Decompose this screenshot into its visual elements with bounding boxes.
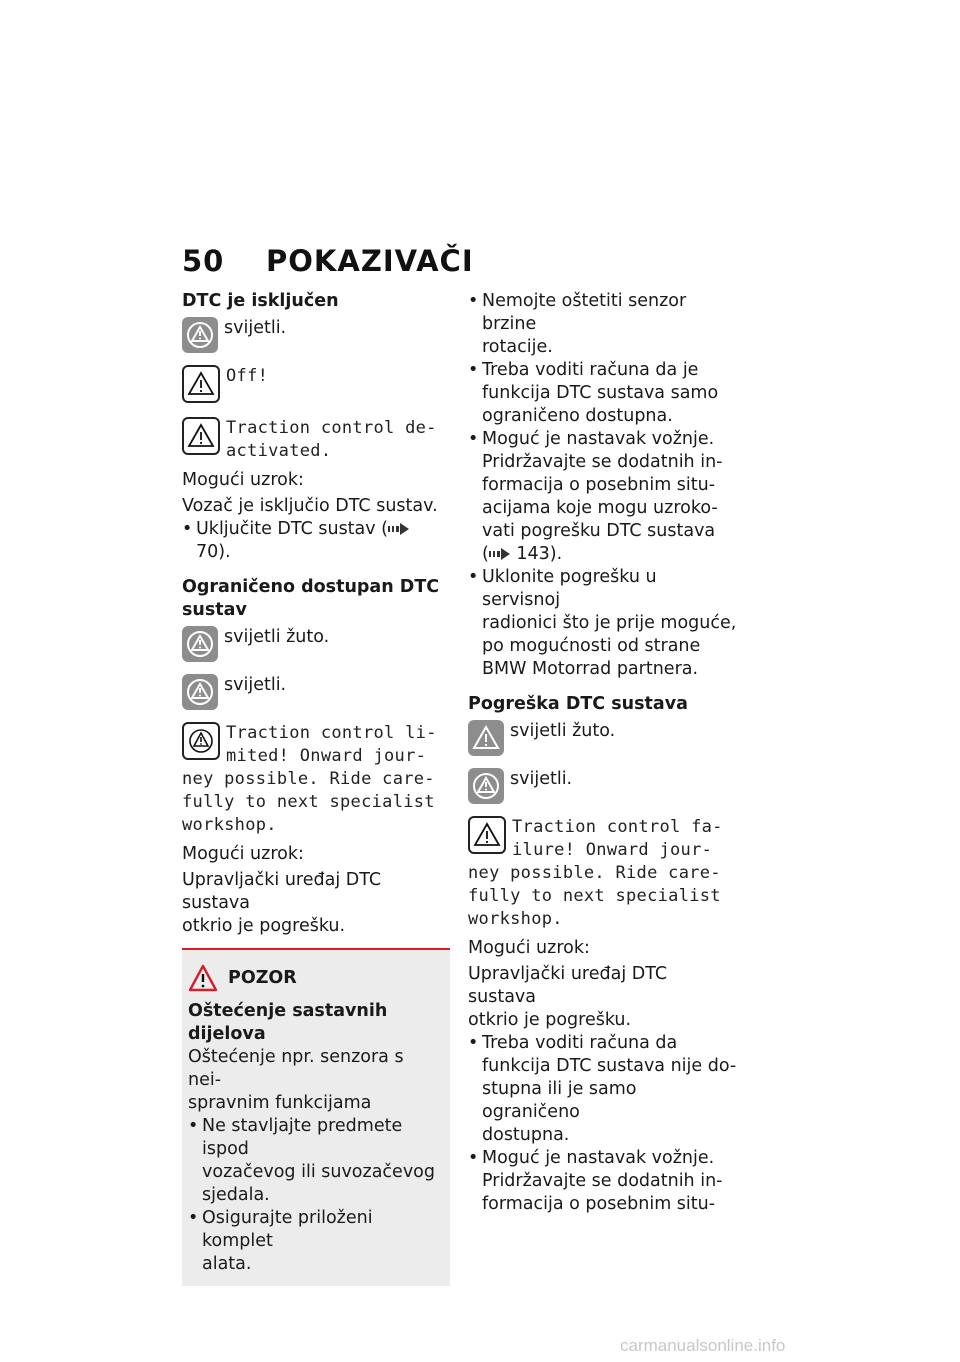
indicator-status-text: svijetli. — [224, 675, 287, 695]
section-heading-dtc-limited: Ograničeno dostupan DTC — [182, 577, 440, 597]
caution-label: POZOR — [228, 967, 297, 988]
dtc-warning-icon — [182, 626, 218, 662]
list-item: • Moguć je nastavak vožnje. Pridržavajte se dodatnih in- formacija o posebnim situ- — [468, 1147, 738, 1216]
cause-text: Upravljački uređaj DTC sustava — [468, 964, 668, 1007]
section-heading-dtc-off: DTC je isključen — [182, 291, 339, 311]
cause-text: Vozač je isključio DTC sustav. — [182, 496, 438, 516]
general-warning-icon — [182, 365, 220, 403]
caution-box: POZOR Oštećenje sastavnih dijelova Oštećenje npr. senzora s nei- spravnim funkcijama • Ne stavljajte predmete ispod vozačevog ili suvozačevog sjedala. • Osigurajte priloženi komplet alata. — [182, 948, 450, 1286]
indicator-row — [468, 720, 738, 756]
action-list — [468, 1032, 738, 1216]
list-item: • Osigurajte priloženi komplet alata. — [188, 1207, 442, 1276]
page-reference[interactable]: 70). — [196, 542, 231, 562]
watermark: carmanualsonline.info — [620, 1336, 786, 1355]
section-heading-dtc-limited-cont: sustav — [182, 600, 247, 620]
cause-label: Mogući uzrok: — [182, 470, 304, 490]
display-message: Traction control li- — [226, 723, 437, 743]
page-title: POKAZIVAČI — [266, 244, 474, 278]
cause-label: Mogući uzrok: — [182, 844, 304, 864]
action-list — [468, 290, 738, 681]
page-reference-icon — [489, 547, 511, 561]
page-header — [182, 244, 474, 278]
display-message: Traction control fa- — [512, 817, 723, 837]
section-heading-dtc-fault: Pogreška DTC sustava — [468, 694, 688, 714]
indicator-status-text: svijetli žuto. — [510, 721, 616, 741]
indicator-row — [182, 674, 450, 710]
general-warning-icon — [468, 816, 506, 854]
caution-triangle-icon — [188, 964, 218, 992]
list-item: • Moguć je nastavak vožnje. Pridržavajte se dodatnih in- formacija o posebnim situ- acijama koje mogu uzroko- vati pogrešku DTC sustava ( 143). — [468, 428, 738, 566]
list-item: • Nemojte oštetiti senzor brzine rotacije. — [468, 290, 738, 359]
dtc-warning-icon — [468, 768, 504, 804]
dtc-display-icon — [182, 722, 220, 760]
list-item: • Treba voditi računa da je funkcija DTC sustava samo ograničeno dostupna. — [468, 359, 738, 428]
indicator-row — [468, 768, 738, 804]
indicator-status-text: svijetli. — [224, 318, 287, 338]
list-item: • Ne stavljajte predmete ispod vozačevog ili suvozačevog sjedala. — [188, 1115, 442, 1207]
list-item: • Uključite DTC sustav ( 70). — [182, 518, 450, 564]
caution-list — [188, 1115, 442, 1276]
list-item: • Treba voditi računa da funkcija DTC sustava nije do- stupna ili je samo ograničeno dostupna. — [468, 1032, 738, 1147]
dtc-warning-icon — [182, 674, 218, 710]
caution-title: Oštećenje sastavnih dijelova — [188, 1001, 388, 1044]
page-reference-icon — [388, 522, 410, 536]
page-number: 50 — [182, 244, 225, 278]
display-message-row — [182, 417, 450, 463]
indicator-status-text: svijetli. — [510, 769, 573, 789]
indicator-row — [182, 317, 450, 353]
cause-label: Mogući uzrok: — [468, 938, 590, 958]
indicator-status-text: svijetli žuto. — [224, 627, 330, 647]
display-message-row: Traction control fa- ilure! Onward jour- — [468, 816, 738, 862]
action-list — [182, 518, 450, 564]
display-message-row — [182, 365, 450, 403]
page-reference[interactable]: 143). — [516, 544, 563, 564]
list-item: • Uklonite pogrešku u servisnoj radionici što je prije moguće, po mogućnosti od strane BMW Motorrad partnera. — [468, 566, 738, 681]
display-message-row: Traction control li- mited! Onward jour- — [182, 722, 450, 768]
caution-text: Oštećenje npr. senzora s nei- — [188, 1047, 404, 1090]
dtc-warning-icon — [182, 317, 218, 353]
general-warning-icon — [468, 720, 504, 756]
right-column: • Nemojte oštetiti senzor brzine rotacije. • Treba voditi računa da je funkcija DTC sustava samo ograničeno dostupna. • Moguć je nastavak vožnje. Pridržavajte se dodatnih in- formacija o posebnim situ- acijama koje mogu uzroko- vati pogrešku DTC sustava ( 143). • Uklonite pogrešku u servisnoj radionici što je prije moguće, po mogućnosti od strane BMW Motorrad partnera. Pogreška DTC sustava svijetli žuto. svijetli. Traction control fa- ilure! Onward jour- ney possible. Ride care- fully to next specialist workshop. Mogući uzrok: Upravljački uređaj DTC sustava otkrio je pogrešku. • Treba voditi računa da funkcija DTC sustava nije do- stupna ili je samo ograničeno dostupna. • Moguć je nastavak vožnje. Pridržavajte se dodatnih in- formacija o posebnim situ- — [468, 290, 738, 1216]
indicator-row — [182, 626, 450, 662]
left-column: DTC je isključen svijetli. Off! Traction control de- activated. Mogući uzrok: Vozač je isključio DTC sustav. • Uključite DTC sustav ( 70). Ograničeno dostupan DTC sustav svijetli žuto. svijetli. Traction control li- mited! Onward jour- ney possible. Ride care- fully to next specialist workshop. Mogući uzrok: Upravljački uređaj DTC sustava otkrio je pogrešku. POZOR Oštećenje sastavnih dijelova Oštećenje npr. senzora s nei- spravnim funkcijama • Ne stavljajte predmete ispod vozačevog ili suvozačevog sjedala. • Osigurajte priloženi komplet alata. — [182, 290, 450, 1286]
general-warning-icon — [182, 417, 220, 455]
display-message: Traction control de- activated. — [226, 418, 437, 461]
display-message: Off! — [226, 366, 269, 386]
caution-header — [188, 964, 442, 992]
cause-text: Upravljački uređaj DTC sustava — [182, 870, 382, 913]
